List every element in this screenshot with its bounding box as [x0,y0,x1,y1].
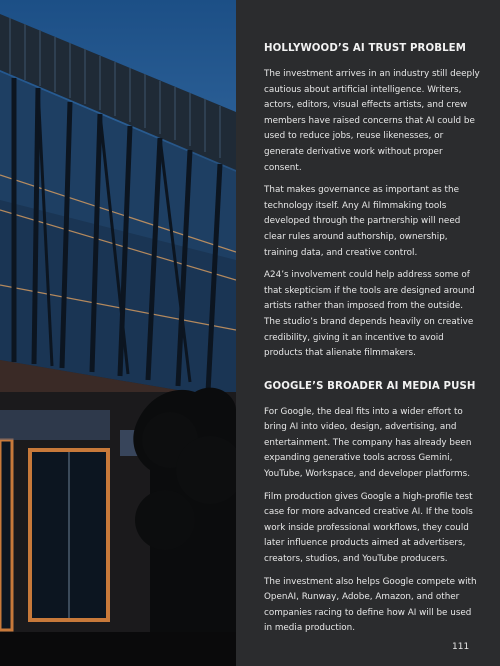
building-illustration [0,0,236,666]
section-heading: GOOGLE’S BROADER AI MEDIA PUSH [264,380,476,392]
section-hollywood-trust [264,42,482,362]
building-photo [0,0,236,666]
article-content [264,42,482,644]
paragraph: Film production gives Google a high-profile test case for more advanced creative AI. If the tools work inside professional workflows, they could later influence products aimed at advertisers, creators, studios, and YouTube producers. [264,491,473,565]
paragraph: For Google, the deal fits into a wider effort to bring AI into video, design, advertising, and entertainment. The company has already been expanding generative tools across Gemini, YouTube, Workspace, and developer platforms. [264,406,472,480]
article-panel [236,0,500,666]
section-google-media-push [264,380,482,637]
section-heading: HOLLYWOOD’S AI TRUST PROBLEM [264,43,466,54]
paragraph: That makes governance as important as the technology itself. Any AI filmmaking tools developed through the partnership will need clear rules around authorship, ownership, training data, and creative control. [264,185,461,258]
page-number: 111 [452,642,470,652]
paragraph: The investment arrives in an industry still deeply cautious about artificial intelligence. Writers, actors, editors, visual effects artists, and crew members have raised concerns that AI could be used to reduce jobs, reuse likenesses, or generate derivative work without proper consent. [264,69,480,173]
paragraph: A24’s involvement could help address some of that skepticism if the tools are designed around artists rather than imposed from the outside. The studio’s brand depends heavily on creative credibility, giving it an incentive to avoid products that alienate filmmakers. [264,270,475,359]
paragraph: The investment also helps Google compete with OpenAI, Runway, Adobe, Amazon, and other companies racing to define how AI will be used in media production. [264,576,477,634]
